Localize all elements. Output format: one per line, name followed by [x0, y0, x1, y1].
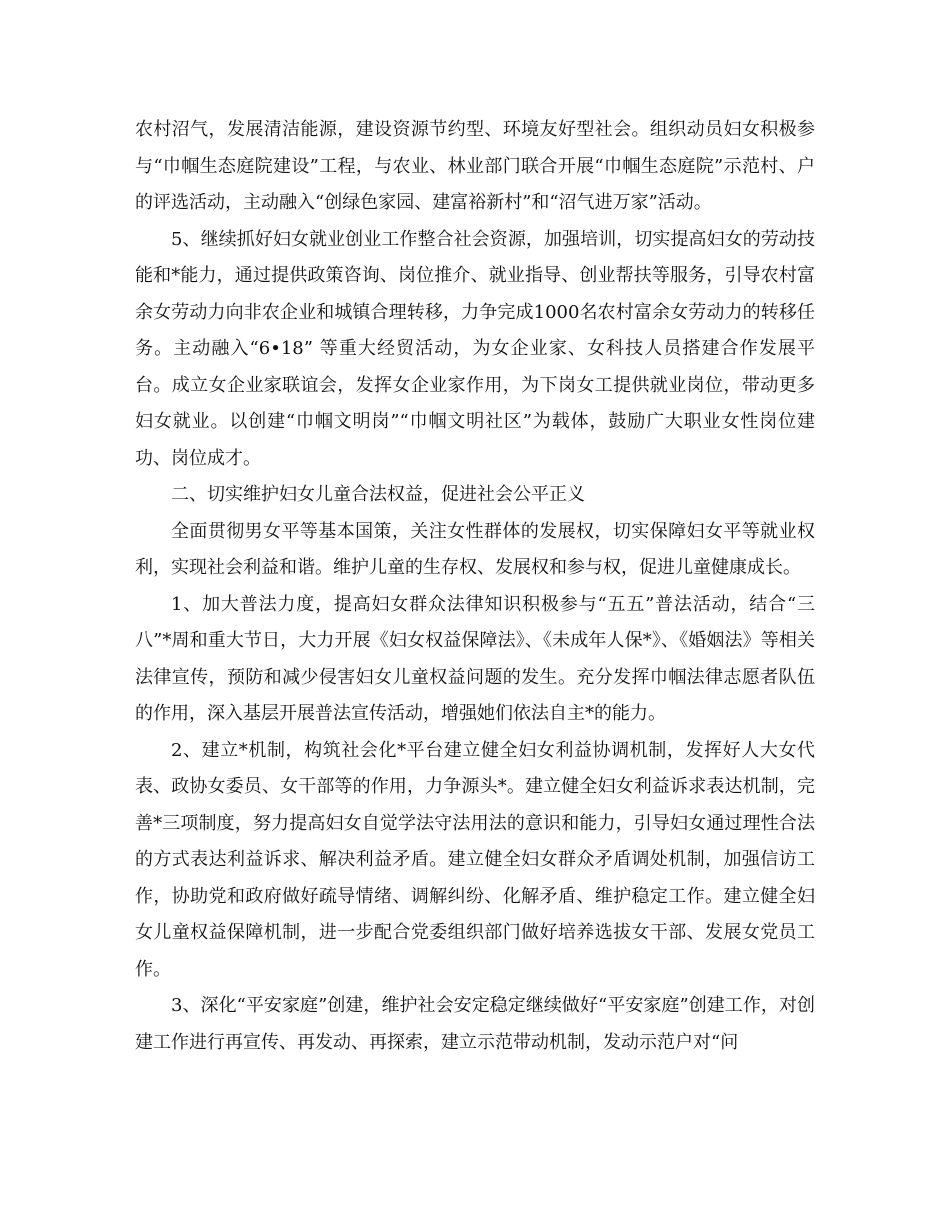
document-body: [135, 112, 815, 1061]
paragraph-rural-biogas: 农村沼气，发展清洁能源，建设资源节约型、环境友好型社会。组织动员妇女积极参与“巾帼生态庭院建设”工程，与农业、林业部门联合开展“巾帼生态庭院”示范村、户的评选活动，主动融入“创绿色家园、建富裕新村”和“沼气进万家”活动。: [135, 119, 815, 213]
paragraph-equality-policy: 全面贯彻男女平等基本国策，关注女性群体的发展权，切实保障妇女平等就业权利，实现社会利益和谐。维护儿童的生存权、发展权和参与权，促进儿童健康成长。: [135, 520, 815, 578]
paragraph-mechanisms: 2、建立*机制，构筑社会化*平台建立健全妇女利益协调机制，发挥好人大女代表、政协女委员、女干部等的作用，力争源头*。建立健全妇女利益诉求表达机制，完善*三项制度，努力提高妇女自觉学法守法用法的意识和能力，引导妇女通过理性合法的方式表达利益诉求、解决利益矛盾。建立健全妇女群众矛盾调处机制，加强信访工作，协助党和政府做好疏导情绪、调解纠纷、化解矛盾、维护稳定工作。建立健全妇女儿童权益保障机制，进一步配合党委组织部门做好培养选拔女干部、发展女党员工作。: [135, 739, 815, 980]
section-heading-rights: 二、切实维护妇女儿童合法权益，促进社会公平正义: [171, 484, 585, 505]
paragraph-employment: 5、继续抓好妇女就业创业工作整合社会资源，加强培训，切实提高妇女的劳动技能和*能力，通过提供政策咨询、岗位推介、就业指导、创业帮扶等服务，引导农村富余女劳动力向非农企业和城镇合理转移，力争完成1000名农村富余女劳动力的转移任务。主动融入“6•18” 等重大经贸活动，为女企业家、女科技人员搭建合作发展平台。成立女企业家联谊会，发挥女企业家作用，为下岗女工提供就业岗位，带动更多妇女就业。以创建“巾帼文明岗”“巾帼文明社区”为载体，鼓励广大职业女性岗位建功、岗位成才。: [135, 228, 815, 469]
paragraph-safe-family: 3、深化“平安家庭”创建，维护社会安定稳定继续做好“平安家庭”创建工作，对创建工作进行再宣传、再发动、再探索，建立示范带动机制，发动示范户对“问: [135, 995, 815, 1053]
paragraph-legal-education: 1、加大普法力度，提高妇女群众法律知识积极参与“五五”普法活动，结合“三八”*周和重大节日，大力开展《妇女权益保障法》、《未成年人保*》、《婚姻法》等相关法律宣传，预防和减少侵害妇女儿童权益问题的发生。充分发挥巾帼法律志愿者队伍的作用，深入基层开展普法宣传活动，增强她们依法自主*的能力。: [135, 593, 815, 724]
